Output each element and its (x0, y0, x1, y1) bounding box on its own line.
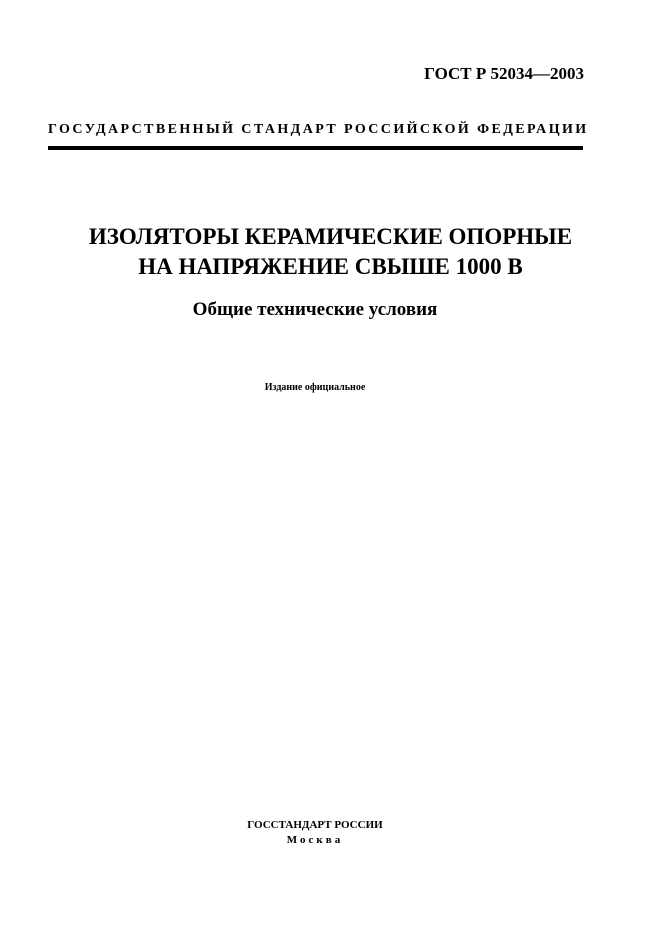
publisher-name: ГОССТАНДАРТ РОССИИ (247, 819, 383, 831)
title-line-2: НА НАПРЯЖЕНИЕ СВЫШЕ 1000 В (138, 254, 523, 279)
standard-header (48, 122, 589, 150)
document-subtitle: Общие технические условия (192, 299, 438, 320)
title-line-1: ИЗОЛЯТОРЫ КЕРАМИЧЕСКИЕ ОПОРНЫЕ (88, 224, 573, 249)
edition-note: Издание официальное (264, 382, 366, 393)
publisher-block (0, 818, 630, 848)
state-standard-heading: ГОСУДАРСТВЕННЫЙ СТАНДАРТ РОССИЙСКОЙ ФЕДЕРАЦИИ (48, 122, 589, 137)
publisher-city: Москва (286, 834, 344, 846)
header-rule (48, 146, 583, 150)
document-title (0, 222, 661, 282)
document-number: ГОСТ Р 52034—2003 (424, 64, 584, 83)
